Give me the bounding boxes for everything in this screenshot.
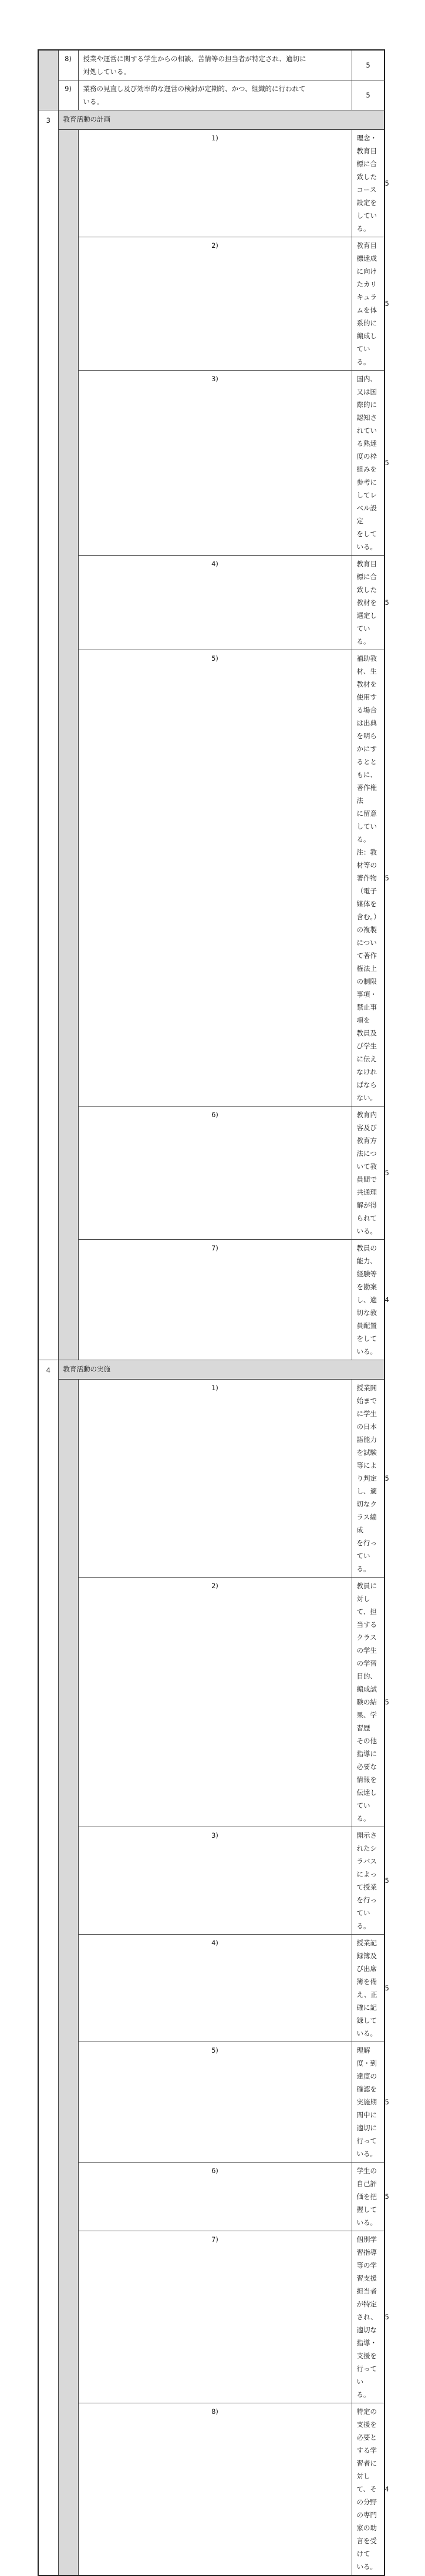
item-score: 5 bbox=[352, 80, 384, 110]
item-number: 5) bbox=[78, 650, 352, 1107]
item-score: 5 bbox=[352, 50, 384, 80]
table-row: 5) 補助教材、生教材を使用する場合は出典を明らかにするとともに、著作権法 に留意している。 注：教材等の著作物（電子媒体を含む。）の複製について著作権法上の制限 事項・禁止事項を 教員及び学生に伝えなければならない。 5 bbox=[38, 650, 384, 1107]
section-number: 4 bbox=[38, 1360, 58, 2576]
item-number: 2) bbox=[78, 1578, 352, 1827]
item-number: 2) bbox=[78, 237, 352, 371]
item-number: 1) bbox=[78, 130, 352, 237]
table-row: 4) 授業記録簿及び出席簿を備え、正確に記録している。 5 bbox=[38, 1935, 384, 2042]
item-text: 補助教材、生教材を使用する場合は出典を明らかにするとともに、著作権法 に留意している。 注：教材等の著作物（電子媒体を含む。）の複製について著作権法上の制限 事項・禁止事項を 教員及び学生に伝えなければならない。 bbox=[352, 650, 384, 1107]
item-text: 業務の見直し及び効率的な運営の検討が定期的、かつ、組織的に行われて いる。 bbox=[78, 80, 352, 110]
table-row: 1) 理念・教育目標に合致したコース設定をしている。 5 bbox=[38, 130, 384, 237]
table-row: 6) 教育内容及び教育方法について教員間で共通理解が得られている。 5 bbox=[38, 1107, 384, 1240]
table-row: 4) 教育目標に合致した教材を選定している。 5 bbox=[38, 556, 384, 650]
item-number: 1) bbox=[78, 1380, 352, 1578]
item-text: 教員に対して、担当するクラスの学生の学習目的、編成試験の結果、学習歴 その他指導に必要な情報を伝達している。 bbox=[352, 1578, 384, 1827]
section-header-row bbox=[38, 110, 384, 130]
item-number: 6) bbox=[78, 1107, 352, 1240]
section-title: 教育活動の実施 bbox=[58, 1360, 384, 1380]
item-text: 個別学習指導等の学習支援担当者が特定され、適切な指導・支援を行ってい る。 bbox=[352, 2231, 384, 2403]
table-row bbox=[38, 80, 384, 110]
item-text: 教育目標達成に向けたカリキュラムを体系的に編成している。 bbox=[352, 237, 384, 371]
section-title: 教育活動の計画 bbox=[58, 110, 384, 130]
item-number: 3) bbox=[78, 1827, 352, 1935]
item-number: 6) bbox=[78, 2163, 352, 2231]
item-text: 学生の自己評価を把握している。 bbox=[352, 2163, 384, 2231]
item-text: 授業や運営に関する学生からの相談、苦情等の担当者が特定され、適切に 対処している。 bbox=[78, 50, 352, 80]
item-text: 授業開始までに学生の日本語能力を試験等により判定し、適切なクラス編成 を行っている。 bbox=[352, 1380, 384, 1578]
item-number: 7) bbox=[78, 1240, 352, 1360]
item-text: 開示されたシラバスによって授業を行っている。 bbox=[352, 1827, 384, 1935]
item-text: 教員の能力、経験等を勘案し、適切な教員配置をしている。 bbox=[352, 1240, 384, 1360]
table-row: 6) 学生の自己評価を把握している。 5 bbox=[38, 2163, 384, 2231]
table-row: 2) 教育目標達成に向けたカリキュラムを体系的に編成している。 5 bbox=[38, 237, 384, 371]
item-text: 特定の支援を必要とする学習者に対して、その分野の専門家の助言を受けて いる。 bbox=[352, 2403, 384, 2576]
item-number: 5) bbox=[78, 2042, 352, 2163]
section-gutter bbox=[58, 1380, 78, 2576]
table-row: 3) 開示されたシラバスによって授業を行っている。 5 bbox=[38, 1827, 384, 1935]
item-number: 8) bbox=[58, 50, 78, 80]
item-text: 授業記録簿及び出席簿を備え、正確に記録している。 bbox=[352, 1935, 384, 2042]
section-header-row bbox=[38, 1360, 384, 1380]
table-row bbox=[38, 50, 384, 80]
item-number: 4) bbox=[78, 556, 352, 650]
section-gutter bbox=[58, 130, 78, 1360]
table-row: 8) 特定の支援を必要とする学習者に対して、その分野の専門家の助言を受けて いる。 4 bbox=[38, 2403, 384, 2576]
item-number: 4) bbox=[78, 1935, 352, 2042]
table-row: 7) 教員の能力、経験等を勘案し、適切な教員配置をしている。 4 bbox=[38, 1240, 384, 1360]
table-row: 1) 授業開始までに学生の日本語能力を試験等により判定し、適切なクラス編成 を行っている。 5 bbox=[38, 1380, 384, 1578]
item-text: 国内、又は国際的に認知されている熟達度の枠組みを参考にしてレベル設定 をしている。 bbox=[352, 371, 384, 556]
item-text: 教育内容及び教育方法について教員間で共通理解が得られている。 bbox=[352, 1107, 384, 1240]
table-row: 2) 教員に対して、担当するクラスの学生の学習目的、編成試験の結果、学習歴 その他指導に必要な情報を伝達している。 5 bbox=[38, 1578, 384, 1827]
section-number: 3 bbox=[38, 110, 58, 1360]
item-text: 理解度・到達度の確認を実施期間中に適切に行っている。 bbox=[352, 2042, 384, 2163]
item-number: 3) bbox=[78, 371, 352, 556]
item-text: 教育目標に合致した教材を選定している。 bbox=[352, 556, 384, 650]
evaluation-table bbox=[38, 49, 389, 2576]
item-number: 8) bbox=[78, 2403, 352, 2576]
item-number: 9) bbox=[58, 80, 78, 110]
item-number: 7) bbox=[78, 2231, 352, 2403]
table-row: 7) 個別学習指導等の学習支援担当者が特定され、適切な指導・支援を行ってい る。 5 bbox=[38, 2231, 384, 2403]
item-text: 理念・教育目標に合致したコース設定をしている。 bbox=[352, 130, 384, 237]
table-row: 5) 理解度・到達度の確認を実施期間中に適切に行っている。 5 bbox=[38, 2042, 384, 2163]
table-row: 3) 国内、又は国際的に認知されている熟達度の枠組みを参考にしてレベル設定 をしている。 5 bbox=[38, 371, 384, 556]
section-gutter bbox=[38, 50, 58, 110]
